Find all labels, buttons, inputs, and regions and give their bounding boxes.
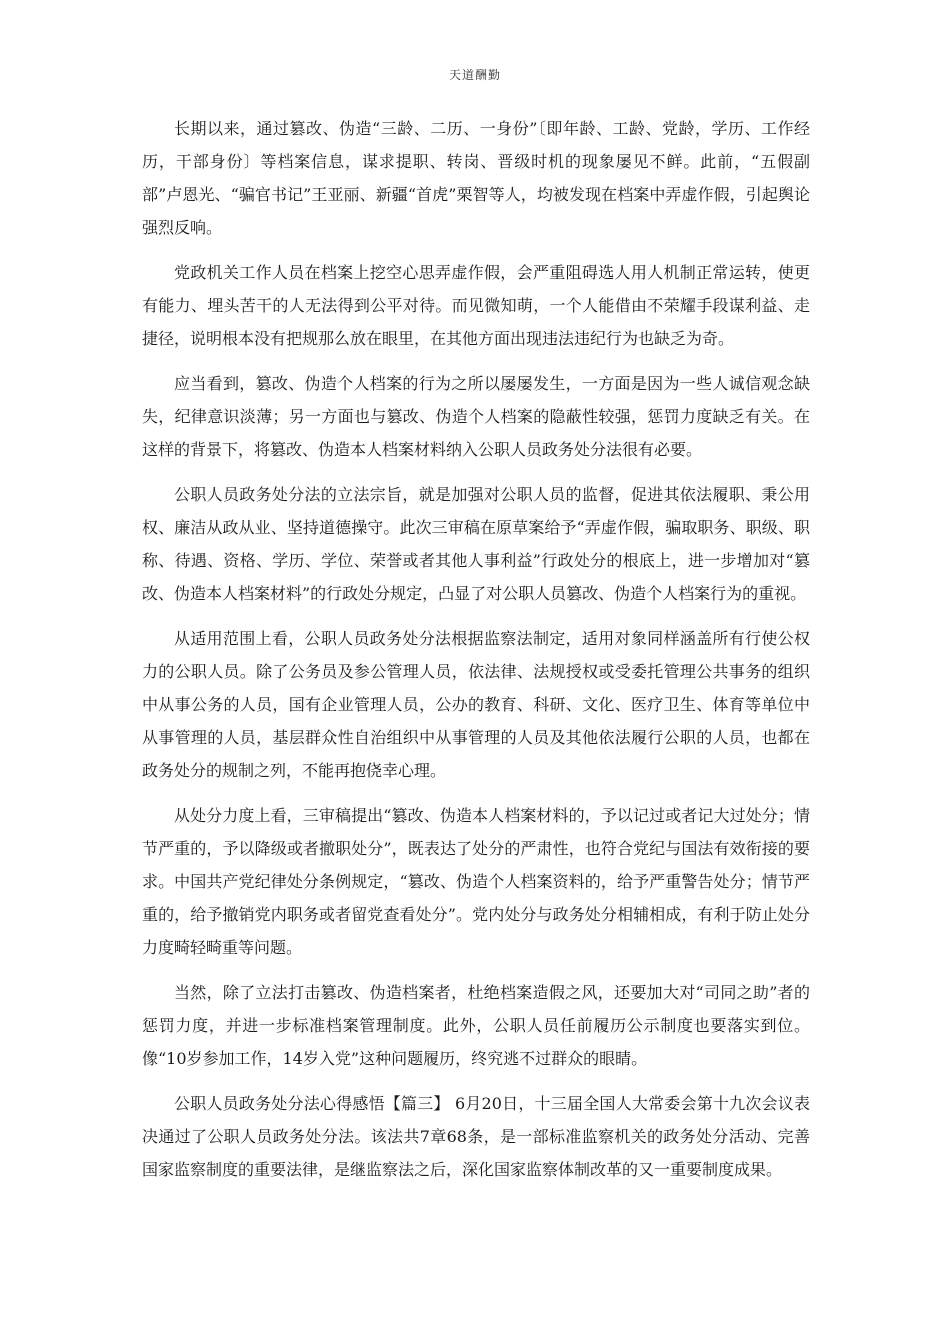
paragraph-6: 从处分力度上看，三审稿提出“篡改、伪造本人档案材料的，予以记过或者记大过处分；情节严重的，予以降级或者撤职处分”，既表达了处分的严肃性，也符合党纪与国法有效衔接的要求。中国共产党纪律处分条例规定，“篡改、伪造个人档案资料的，给予严重警告处分；情节严重的，给予撤销党内职务或者留党查看处分”。党内处分与政务处分相辅相成，有利于防止处分力度畸轻畸重等问题。 [142,806,810,957]
page-header: 天道酬勤 [448,68,501,82]
document-body [142,112,810,1198]
paragraph-3: 应当看到，篡改、伪造个人档案的行为之所以屡屡发生，一方面是因为一些人诚信观念缺失，纪律意识淡薄；另一方面也与篡改、伪造个人档案的隐蔽性较强，惩罚力度缺乏有关。在这样的背景下，将篡改、伪造本人档案材料纳入公职人员政务处分法很有必要。 [142,374,810,459]
paragraph-1: 长期以来，通过篡改、伪造“三龄、二历、一身份”〔即年龄、工龄、党龄，学历、工作经历，干部身份〕等档案信息，谋求提职、转岗、晋级时机的现象屡见不鲜。此前，“五假副部”卢恩光、“骗官书记”王亚丽、新疆“首虎”栗智等人，均被发现在档案中弄虚作假，引起舆论强烈反响。 [142,119,810,237]
paragraph-2: 党政机关工作人员在档案上挖空心思弄虚作假，会严重阻碍选人用人机制正常运转，使更有能力、埋头苦干的人无法得到公平对待。而见微知萌，一个人能借由不荣耀手段谋利益、走捷径，说明根本没有把规那么放在眼里，在其他方面出现违法违纪行为也缺乏为奇。 [142,263,810,348]
paragraph-4: 公职人员政务处分法的立法宗旨，就是加强对公职人员的监督，促进其依法履职、秉公用权、廉洁从政从业、坚持道德操守。此次三审稿在原草案给予“弄虚作假，骗取职务、职级、职称、待遇、资格、学历、学位、荣誉或者其他人事利益”行政处分的根底上，进一步增加对“篡改、伪造本人档案材料”的行政处分规定，凸显了对公职人员篡改、伪造个人档案行为的重视。 [142,485,810,603]
paragraph-7: 当然，除了立法打击篡改、伪造档案者，杜绝档案造假之风，还要加大对“司同之助”者的惩罚力度，并进一步标准档案管理制度。此外，公职人员任前履历公示制度也要落实到位。像“10岁参加工作，14岁入党”这种问题履历，终究逃不过群众的眼睛。 [142,983,810,1068]
paragraph-5: 从适用范围上看，公职人员政务处分法根据监察法制定，适用对象同样涵盖所有行使公权力的公职人员。除了公务员及参公管理人员，依法律、法规授权或受委托管理公共事务的组织中从事公务的人员，国有企业管理人员，公办的教育、科研、文化、医疗卫生、体育等单位中从事管理的人员，基层群众性自治组织中从事管理的人员及其他依法履行公职的人员，也都在政务处分的规制之列，不能再抱侥幸心理。 [142,629,810,780]
paragraph-8: 公职人员政务处分法心得感悟【篇三】 6月20日，十三届全国人大常委会第十九次会议表决通过了公职人员政务处分法。该法共7章68条，是一部标准监察机关的政务处分活动、完善国家监察制度的重要法律，是继监察法之后，深化国家监察体制改革的又一重要制度成果。 [142,1094,810,1179]
